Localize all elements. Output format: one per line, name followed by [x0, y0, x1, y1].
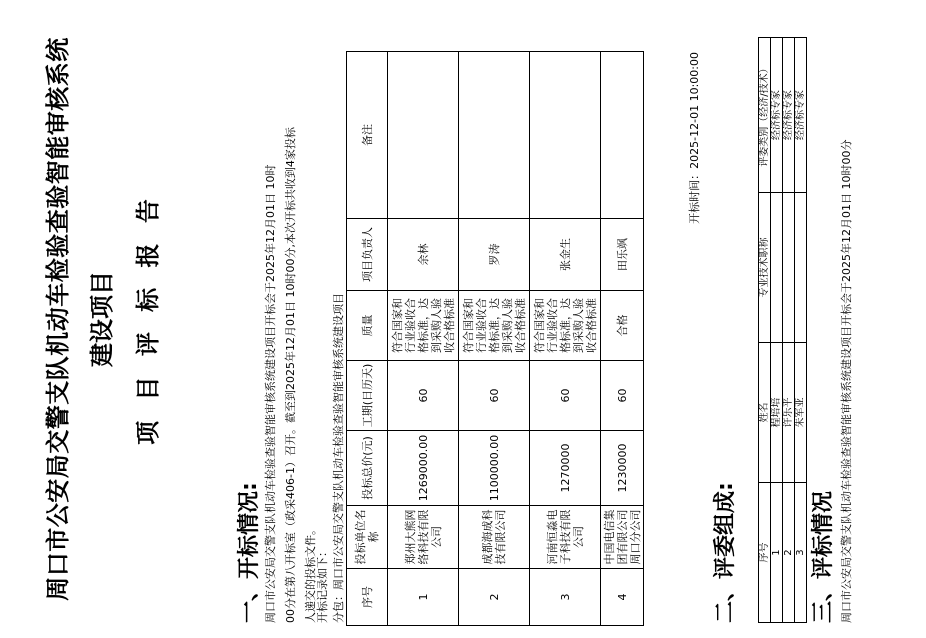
cell-category: 经济标专家: [771, 38, 783, 193]
cell-title: [783, 193, 795, 343]
cell-manager: 罗涛: [459, 219, 530, 291]
col-header-category: 评委类别（经济/技术）: [759, 38, 771, 193]
table-row: [771, 38, 783, 623]
cell-index: 2: [459, 569, 530, 626]
cell-duration: 60: [388, 361, 459, 431]
cell-name: 程培培: [771, 343, 783, 483]
cell-index: 1: [771, 483, 783, 623]
report-title-line2: 建设项目: [88, 271, 116, 367]
col-header-index: 序号: [347, 569, 388, 626]
table-row: [601, 52, 644, 626]
cell-bidder: 成都海成科技有限公司: [459, 506, 530, 569]
cell-title: [771, 193, 783, 343]
cell-category: 经济标专家: [783, 38, 795, 193]
table-row: [530, 52, 601, 626]
cell-index: 2: [783, 483, 795, 623]
report-title-line3: 项 目 评 标 报 告: [134, 193, 162, 445]
cell-bidder: 河南恒淼电子科技有限公司: [530, 506, 601, 569]
table-header-row: [759, 38, 771, 623]
committee-table: [758, 37, 807, 623]
cell-duration: 60: [530, 361, 601, 431]
cell-duration: 60: [459, 361, 530, 431]
col-header-title: 专业技术职称: [759, 193, 771, 343]
cell-quality: 符合国家和行业验收合格标准，达到采购人验收合格标准: [459, 291, 530, 361]
cell-title: [795, 193, 807, 343]
section2-heading: 二、评委组成:: [713, 482, 738, 623]
table-header-row: [347, 52, 388, 626]
record-label: 开标记录如下：: [316, 546, 329, 623]
table-row: [459, 52, 530, 626]
cell-price: 1269000.00: [388, 431, 459, 506]
cell-remark: [601, 52, 644, 219]
cell-manager: 余林: [388, 219, 459, 291]
cell-quality: 合格: [601, 291, 644, 361]
table-row: [783, 38, 795, 623]
cell-quality: 符合国家和行业验收合格标准，达到采购人验收合格标准: [530, 291, 601, 361]
cell-remark: [388, 52, 459, 219]
cell-manager: 张金生: [530, 219, 601, 291]
cell-quality: 符合国家和行业验收合格标准，达到采购人验收合格标准: [388, 291, 459, 361]
table-row: [795, 38, 807, 623]
bid-opening-table: [346, 51, 644, 626]
col-header-index: 序号: [759, 483, 771, 623]
cell-index: 4: [601, 569, 644, 626]
col-header-manager: 项目负责人: [347, 219, 388, 291]
cell-bidder: 郑州大熊网络科技有限公司: [388, 506, 459, 569]
col-header-bidder: 投标单位名称: [347, 506, 388, 569]
cell-manager: 田乐飒: [601, 219, 644, 291]
table-row: [388, 52, 459, 626]
cell-category: 经济标专家: [795, 38, 807, 193]
cell-price: 1230000: [601, 431, 644, 506]
cell-duration: 60: [601, 361, 644, 431]
cell-price: 1100000.00: [459, 431, 530, 506]
col-header-price: 投标总价(元): [347, 431, 388, 506]
section1-heading: 一、开标情况:: [237, 482, 262, 623]
cell-index: 3: [530, 569, 601, 626]
col-header-quality: 质量: [347, 291, 388, 361]
section1-para-line2: 00分在第八开标室（政采406-1）召开。截至到2025年12月01日 10时00分,本次开标共收到4家投标: [284, 127, 297, 623]
opening-time: 开标时间：2025-12-01 10:00:00: [688, 52, 701, 224]
col-header-name: 姓名: [759, 343, 771, 483]
cell-remark: [459, 52, 530, 219]
cell-name: 许乐平: [783, 343, 795, 483]
report-title-line1: 周口市公安局交警支队机动车检验查验智能审核系统: [44, 37, 72, 601]
cell-bidder: 中国电信集团有限公司周口分公司: [601, 506, 644, 569]
col-header-duration: 工期(日历天): [347, 361, 388, 431]
section1-para-line3: 人递交的投标文件。: [304, 524, 317, 623]
cell-name: 朱军亚: [795, 343, 807, 483]
cell-index: 1: [388, 569, 459, 626]
package-label: 分包：周口市公安局交警支队机动车检验查验智能审核系统建设项目: [332, 293, 345, 623]
section3-heading: 三、评标情况: [811, 490, 836, 623]
cell-remark: [530, 52, 601, 219]
section1-para-line1: 周口市公安局交警支队机动车检验查验智能审核系统建设项目开标会于2025年12月01日 10时: [264, 164, 277, 623]
col-header-remark: 备注: [347, 52, 388, 219]
cell-index: 3: [795, 483, 807, 623]
cell-price: 1270000: [530, 431, 601, 506]
section3-para-line1: 周口市公安局交警支队机动车检验查验智能审核系统建设项目开标会于2025年12月01日 10时00分: [840, 139, 853, 623]
